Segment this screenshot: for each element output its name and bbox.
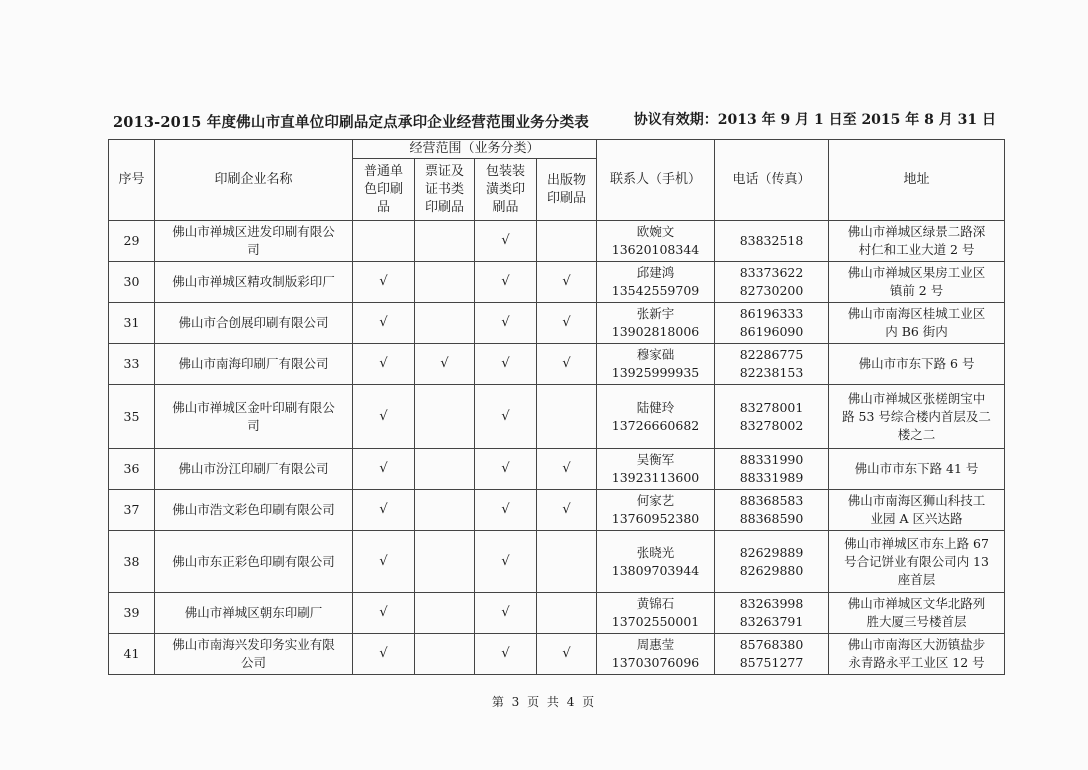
address: 佛山市禅城区张槎朗宝中 路 53 号综合楼内首层及二 楼之二 (829, 385, 1005, 449)
header-scope: 经营范围（业务分类） (353, 140, 597, 159)
packaging-print-mark: √ (475, 490, 537, 531)
phone-fax: 82286775 82238153 (715, 344, 829, 385)
certificate-print-mark (415, 262, 475, 303)
table-row (109, 490, 1005, 531)
packaging-print-mark: √ (475, 531, 537, 593)
contact-person: 何家艺 13760952380 (597, 490, 715, 531)
table-row (109, 303, 1005, 344)
publication-print-mark: √ (537, 303, 597, 344)
packaging-print-mark: √ (475, 303, 537, 344)
packaging-print-mark: √ (475, 449, 537, 490)
general-print-mark (353, 221, 415, 262)
packaging-print-mark: √ (475, 221, 537, 262)
phone-fax: 85768380 85751277 (715, 634, 829, 675)
general-print-mark: √ (353, 344, 415, 385)
address: 佛山市市东下路 41 号 (829, 449, 1005, 490)
company-name: 佛山市汾江印刷厂有限公司 (155, 449, 353, 490)
certificate-print-mark (415, 593, 475, 634)
packaging-print-mark: √ (475, 634, 537, 675)
certificate-print-mark (415, 531, 475, 593)
header-general-print: 普通单 色印刷 品 (353, 159, 415, 221)
publication-print-mark (537, 221, 597, 262)
agreement-validity: 协议有效期：2013 年 9 月 1 日至 2015 年 8 月 31 日 (633, 112, 996, 128)
contact-person: 张新宇 13902818006 (597, 303, 715, 344)
phone-fax: 86196333 86196090 (715, 303, 829, 344)
header-contact: 联系人（手机） (597, 140, 715, 221)
certificate-print-mark (415, 303, 475, 344)
packaging-print-mark: √ (475, 385, 537, 449)
packaging-print-mark: √ (475, 344, 537, 385)
row-number: 30 (109, 262, 155, 303)
contact-person: 黄锦石 13702550001 (597, 593, 715, 634)
certificate-print-mark: √ (415, 344, 475, 385)
company-name: 佛山市南海印刷厂有限公司 (155, 344, 353, 385)
general-print-mark: √ (353, 262, 415, 303)
row-number: 36 (109, 449, 155, 490)
publication-print-mark: √ (537, 344, 597, 385)
company-name: 佛山市合创展印刷有限公司 (155, 303, 353, 344)
table-row (109, 262, 1005, 303)
row-number: 41 (109, 634, 155, 675)
company-name: 佛山市禅城区金叶印刷有限公 司 (155, 385, 353, 449)
address: 佛山市南海区狮山科技工 业园 A 区兴达路 (829, 490, 1005, 531)
certificate-print-mark (415, 385, 475, 449)
row-number: 38 (109, 531, 155, 593)
table-row (109, 449, 1005, 490)
phone-fax: 82629889 82629880 (715, 531, 829, 593)
row-number: 31 (109, 303, 155, 344)
header-packaging-print: 包装装 潢类印 刷品 (475, 159, 537, 221)
company-name: 佛山市浩文彩色印刷有限公司 (155, 490, 353, 531)
general-print-mark: √ (353, 303, 415, 344)
publication-print-mark: √ (537, 634, 597, 675)
phone-fax: 83373622 82730200 (715, 262, 829, 303)
address: 佛山市禅城区文华北路列 胜大厦三号楼首层 (829, 593, 1005, 634)
phone-fax: 88331990 88331989 (715, 449, 829, 490)
address: 佛山市禅城区果房工业区 镇前 2 号 (829, 262, 1005, 303)
address: 佛山市市东下路 6 号 (829, 344, 1005, 385)
phone-fax: 83832518 (715, 221, 829, 262)
row-number: 35 (109, 385, 155, 449)
certificate-print-mark (415, 634, 475, 675)
general-print-mark: √ (353, 593, 415, 634)
row-number: 33 (109, 344, 155, 385)
certificate-print-mark (415, 221, 475, 262)
company-name: 佛山市南海兴发印务实业有限 公司 (155, 634, 353, 675)
header-company: 印刷企业名称 (155, 140, 353, 221)
contact-person: 陆健玲 13726660682 (597, 385, 715, 449)
publication-print-mark: √ (537, 262, 597, 303)
publication-print-mark: √ (537, 449, 597, 490)
phone-fax: 83263998 83263791 (715, 593, 829, 634)
general-print-mark: √ (353, 449, 415, 490)
address: 佛山市禅城区市东上路 67 号合记饼业有限公司内 13 座首层 (829, 531, 1005, 593)
header-no: 序号 (109, 140, 155, 221)
header-publication-print: 出版物 印刷品 (537, 159, 597, 221)
phone-fax: 88368583 88368590 (715, 490, 829, 531)
table-row (109, 385, 1005, 449)
company-name: 佛山市禅城区进发印刷有限公 司 (155, 221, 353, 262)
packaging-print-mark: √ (475, 593, 537, 634)
company-name: 佛山市禅城区朝东印刷厂 (155, 593, 353, 634)
phone-fax: 83278001 83278002 (715, 385, 829, 449)
publication-print-mark: √ (537, 490, 597, 531)
general-print-mark: √ (353, 385, 415, 449)
table-row (109, 531, 1005, 593)
row-number: 37 (109, 490, 155, 531)
table-row (109, 344, 1005, 385)
certificate-print-mark (415, 449, 475, 490)
row-number: 39 (109, 593, 155, 634)
contact-person: 张晓光 13809703944 (597, 531, 715, 593)
general-print-mark: √ (353, 531, 415, 593)
publication-print-mark (537, 593, 597, 634)
contact-person: 欧婉文 13620108344 (597, 221, 715, 262)
address: 佛山市南海区大沥镇盐步 永青路永平工业区 12 号 (829, 634, 1005, 675)
header-certificate-print: 票证及 证书类 印刷品 (415, 159, 475, 221)
address: 佛山市禅城区绿景二路深 村仁和工业大道 2 号 (829, 221, 1005, 262)
table-row (109, 593, 1005, 634)
contact-person: 吴衡军 13923113600 (597, 449, 715, 490)
general-print-mark: √ (353, 634, 415, 675)
page-number: 第 3 页 共 4 页 (491, 695, 597, 709)
company-name: 佛山市东正彩色印刷有限公司 (155, 531, 353, 593)
table-row (109, 221, 1005, 262)
header-phone: 电话（传真） (715, 140, 829, 221)
enterprise-table (108, 139, 1005, 675)
publication-print-mark (537, 531, 597, 593)
header-address: 地址 (829, 140, 1005, 221)
address: 佛山市南海区桂城工业区 内 B6 街内 (829, 303, 1005, 344)
contact-person: 周惠莹 13703076096 (597, 634, 715, 675)
general-print-mark: √ (353, 490, 415, 531)
packaging-print-mark: √ (475, 262, 537, 303)
row-number: 29 (109, 221, 155, 262)
contact-person: 穆家础 13925999935 (597, 344, 715, 385)
company-name: 佛山市禅城区精攻制版彩印厂 (155, 262, 353, 303)
publication-print-mark (537, 385, 597, 449)
contact-person: 邱建鸿 13542559709 (597, 262, 715, 303)
certificate-print-mark (415, 490, 475, 531)
page-title: 2013-2015 年度佛山市直单位印刷品定点承印企业经营范围业务分类表 (113, 114, 589, 131)
table-row (109, 634, 1005, 675)
